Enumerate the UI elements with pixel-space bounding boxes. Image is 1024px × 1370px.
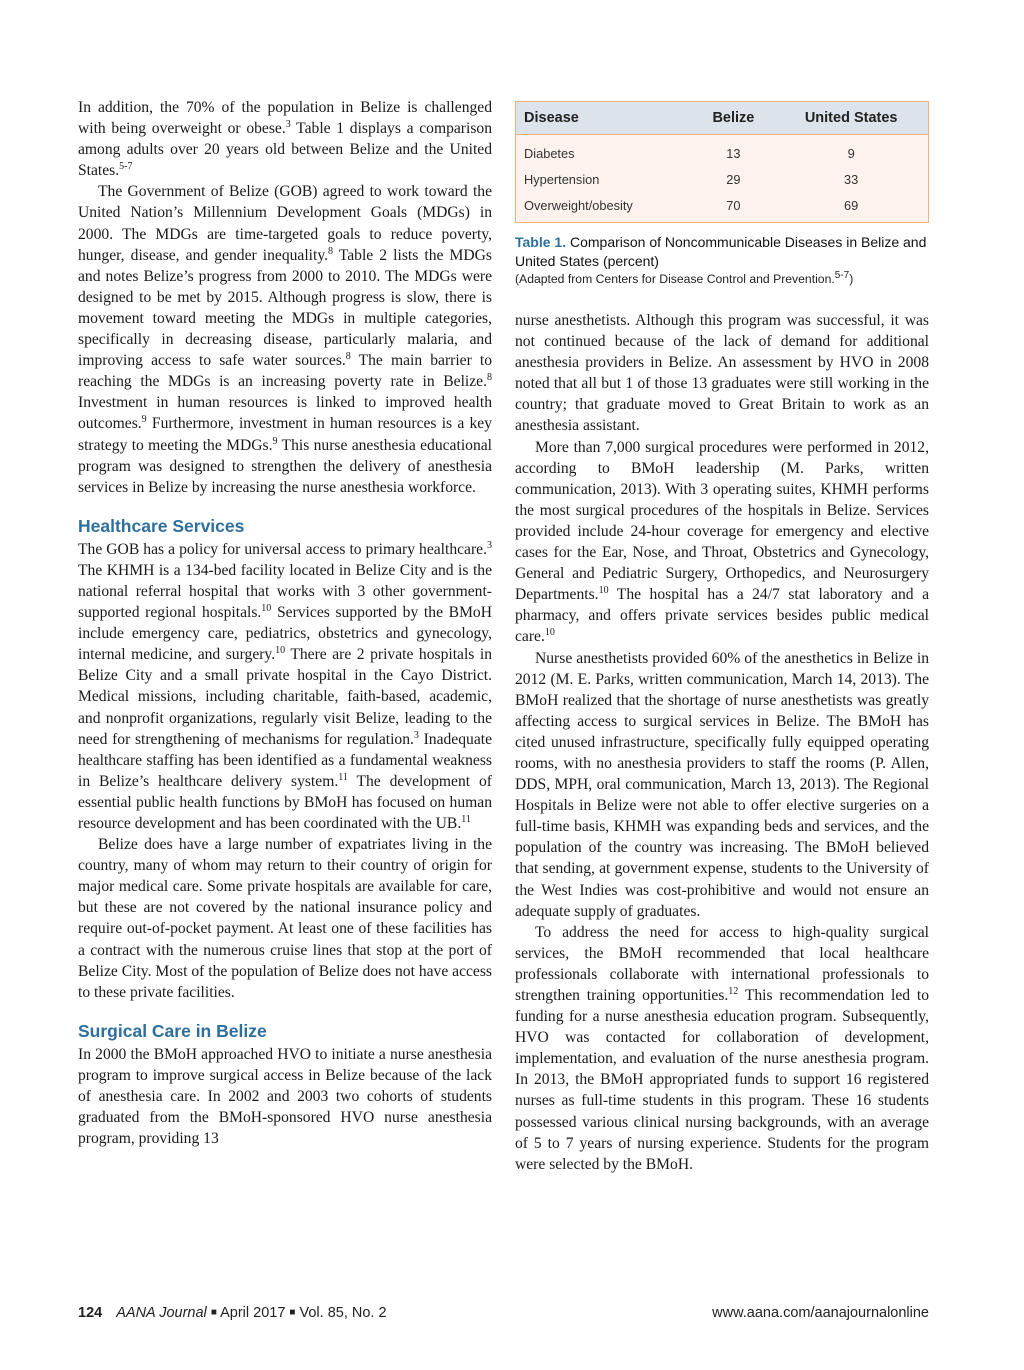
citation: 3 bbox=[487, 539, 492, 551]
disease-comparison-table bbox=[515, 101, 929, 223]
citation: 10 bbox=[261, 602, 272, 614]
column-header-disease: Disease bbox=[516, 102, 693, 135]
table-cell: 69 bbox=[774, 192, 928, 223]
column-header-belize: Belize bbox=[693, 102, 775, 135]
paragraph-mdgs: The Government of Belize (GOB) agreed to work toward the United Nation’s Millennium Development Goals (MDGs) in 2000. The MDGs are time-targeted goals to reduce poverty, hunger, disease, and gender inequality.$^8$ Table 2 lists the MDGs and notes Belize’s progress from 2000 to 2010. The MDGs were designed to be met by 2015. Although progress is slow, there is movement toward meeting the MDGs in multiple categories, specifically in decreasing disease, particularly malaria, and improving access to safe water sources.$^8$ The main barrier to reaching the MDGs is an increasing poverty rate in Belize.$^8$ Investment in human resources is linked to improved health outcomes.$^9$ Furthermore, investment in human resources is a key strategy to meeting the MDGs.$^9$ This nurse anesthesia educational program was designed to strengthen the delivery of anesthesia services in Belize by increasing the nurse anesthesia workforce. bbox=[78, 183, 492, 496]
citation: 9 bbox=[272, 435, 278, 447]
paragraph-nurse-anesthetists: nurse anesthetists. Although this program was successful, it was not continued because of the lack of demand for additional anesthesia providers in Belize. An assessment by HVO in 2008 noted that all but 1 of those 13 graduates were still working in the country; that graduate moved to Great Britain to work as an anesthesia assistant. bbox=[515, 312, 929, 435]
citation: 11 bbox=[461, 813, 471, 825]
table-header-row bbox=[516, 102, 929, 135]
paragraph-expatriates: Belize does have a large number of expatriates living in the country, many of whom may return to their country of origin for major medical care. Some private hospitals are available for care, but these are not covered by the national insurance policy and require out-of-pocket payment. At least one of these facilities has a contract with the numerous cruise lines that stop at the port of Belize City. Most of the population of Belize does not have access to these private facilities. bbox=[78, 836, 492, 1001]
paragraph-address-need: To address the need for access to high-quality surgical services, the BMoH recommended that local healthcare professionals collaborate with international professionals to strengthen training opportunities.$^{12}$ This recommendation led to funding for a nurse anesthesia education program. Subsequently, HVO was contacted for collaboration of development, implementation, and evaluation of the nurse anesthesia program. In 2013, the BMoH appropriated funds to support 16 registered nurses as full-time students in this program. These 16 students possessed various clinical nursing backgrounds, with an average of 5 to 7 years of nursing experience. Students for the program were selected by the BMoH. bbox=[515, 923, 929, 1173]
table-cell: 33 bbox=[774, 166, 928, 192]
right-column bbox=[515, 310, 929, 1175]
table-cell: 13 bbox=[693, 135, 775, 167]
journal-name: AANA Journal bbox=[116, 1305, 207, 1321]
table-row bbox=[516, 135, 929, 167]
table-row bbox=[516, 192, 929, 223]
page-footer bbox=[78, 1305, 929, 1321]
citation: 10 bbox=[598, 585, 609, 597]
paragraph-surgical-procedures: More than 7,000 surgical procedures were performed in 2012, according to BMoH leadership (M. Parks, written communication, 2013). With 3 operating suites, KHMH performs the most surgical procedures of the hospitals in Belize. Services provided include 24-hour coverage for emergency and elective cases for the Ear, Nose, and Throat, Obstetrics and Gynecology, General and Pediatric Surgery, Orthopedics, and Neurosurgery Departments.$^{10}$ The hospital has a 24/7 stat laboratory and a pharmacy, and offers private services besides public medical care.$^{10}$ bbox=[515, 438, 929, 646]
citation: 12 bbox=[728, 985, 739, 997]
citation: 10 bbox=[544, 627, 555, 639]
table-caption-label: Table 1. bbox=[515, 234, 567, 250]
page-number: 124 bbox=[78, 1305, 103, 1321]
citation: 5-7 bbox=[119, 161, 133, 173]
table-source: (Adapted from Centers for Disease Control and Prevention.$^{5-7}$) bbox=[515, 269, 854, 286]
table-cell: Diabetes bbox=[516, 135, 693, 167]
citation: 8 bbox=[345, 350, 351, 362]
table-cell: Overweight/obesity bbox=[516, 192, 693, 223]
table-1 bbox=[515, 101, 929, 288]
paragraph-bmoh-approach: In 2000 the BMoH approached HVO to initiate a nurse anesthesia program to improve surgical access in Belize because of the lack of anesthesia care. In 2002 and 2003 two cohorts of students graduated from the BMoH-sponsored HVO nurse anesthesia program, providing 13 bbox=[78, 1045, 492, 1148]
citation: 3 bbox=[413, 729, 419, 741]
separator-square-icon: ■ bbox=[289, 1307, 296, 1318]
citation: 8 bbox=[328, 245, 334, 257]
citation: 9 bbox=[141, 414, 147, 426]
heading-healthcare-services: Healthcare Services bbox=[78, 515, 245, 536]
journal-url-link[interactable]: www.aana.com/aanajournalonline bbox=[712, 1305, 929, 1321]
table-cell: 9 bbox=[774, 135, 928, 167]
table-cell: 29 bbox=[693, 166, 775, 192]
left-column bbox=[78, 97, 492, 1149]
citation: 3 bbox=[285, 118, 291, 130]
paragraph-anesthetics-share: Nurse anesthetists provided 60% of the anesthetics in Belize in 2012 (M. E. Parks, written communication, March 14, 2013). The BMoH realized that the shortage of nurse anesthetists was greatly affecting access to surgical services in Belize. The BMoH has cited unused infrastructure, specifically fully equipped operating rooms, with no anesthesia providers to staff the rooms (P. Allen, DDS, MPH, oral communication, March 13, 2013). The Regional Hospitals in Belize were not able to offer elective surgeries on a full-time basis, KHMH was expanding beds and services, and the population of the country was increasing. The BMoH believed that sending, at government expense, students to the University of the West Indies was cost-prohibitive and would not ensure an adequate supply of graduates. bbox=[515, 649, 929, 920]
paragraph-overweight: In addition, the 70% of the population in Belize is challenged with being overweight or obese.$^3$ Table 1 displays a comparison among adults over 20 years old between Belize and the United States.$^{5-7}$ bbox=[78, 99, 492, 180]
volume-number: Vol. 85, No. 2 bbox=[299, 1305, 387, 1321]
separator-square-icon: ■ bbox=[210, 1307, 217, 1318]
citation: 10 bbox=[275, 645, 286, 657]
table-row bbox=[516, 166, 929, 192]
table-cell: 70 bbox=[693, 192, 775, 223]
citation: 8 bbox=[487, 372, 492, 384]
citation: 5-7 bbox=[834, 269, 850, 281]
paragraph-gob-policy: The GOB has a policy for universal access to primary healthcare.$^3$ The KHMH is a 134-bed facility located in Belize City and is the national referral hospital that works with 3 other government-supported regional hospitals.$^{10}$ Services supported by the BMoH include emergency care, pediatrics, obstetrics and gynecology, internal medicine, and surgery.$^{10}$ There are 2 private hospitals in Belize City and a small private hospital in the Cayo District. Medical missions, including charitable, faith-based, academic, and nonprofit organizations, regularly visit Belize, leading to the need for strengthening of mechanisms for regulation.$^3$ Inadequate healthcare staffing has been identified as a fundamental weakness in Belize’s healthcare delivery system.$^{11}$ The development of essential public health functions by BMoH has focused on human resource development and has been coordinated with the UB.$^{11}$ bbox=[78, 539, 493, 832]
table-caption: Table 1. Comparison of Noncommunicable Diseases in Belize and United States (percent) bbox=[515, 234, 927, 269]
citation: 11 bbox=[338, 771, 348, 783]
column-header-united-states: United States bbox=[774, 102, 928, 135]
table-cell: Hypertension bbox=[516, 166, 693, 192]
heading-surgical-care: Surgical Care in Belize bbox=[78, 1020, 267, 1041]
issue-date: April 2017 bbox=[220, 1305, 286, 1321]
